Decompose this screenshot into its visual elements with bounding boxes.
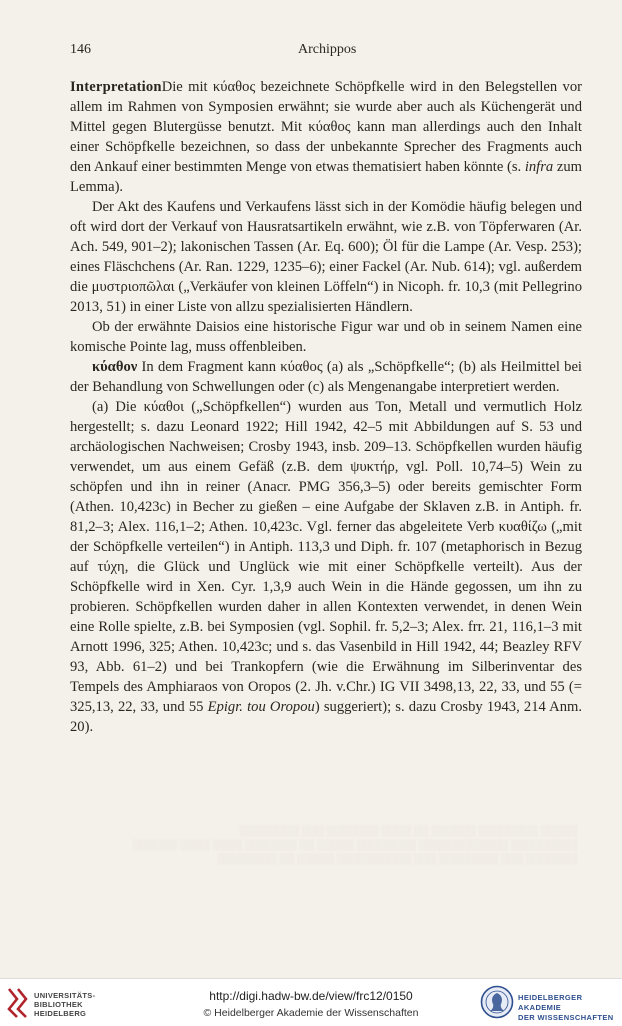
viewer-footer <box>0 978 622 1026</box>
paragraph-a-italic: Epigr. tou Oropou <box>207 699 315 715</box>
ub-line-2: BIBLIOTHEK <box>34 1000 83 1009</box>
ub-line-1: UNIVERSITÄTS- <box>34 991 96 1000</box>
page-number: 146 <box>70 42 91 57</box>
hadw-line-2: DER WISSENSCHAFTEN <box>518 1013 614 1022</box>
paragraph-interpretation-text: Die mit κύαθος bezeichnete Schöpfkelle wird in den Belegstellen vor allem im Rahmen von Symposien erwähnt; sie wurde aber auch als Küchengerät und Mittel gegen Blutergüsse benutzt. Mit κύαθος kann man allerdings auch den Inhalt einer Schöpfkelle bezeichnen, so dass der unbekannte Sprecher des Fragments auch den Ankauf einer bestimmten Menge von etwas thematisiert haben könnte (s. infra zum Lemma). <box>70 79 583 195</box>
running-head <box>70 42 582 62</box>
hadw-text <box>518 993 622 1023</box>
running-title: Archippos <box>298 42 357 57</box>
paragraph-a-text: (a) Die κύαθοι („Schöpfkellen“) wurden aus Ton, Metall und vermutlich Holz hergestellt; s. dazu Leonard 1922; Hill 1942, 42–5 mit Abbildungen auf S. 53 und archäologischen Nachweisen; Crosby 1943, insb. 209–13. Schöpfkellen wurden häufig verwendet, um aus einem Gefäß (z.B. dem ψυκτήρ, vgl. Poll. 10,74–5) Wein zu schöpfen und ihn in reiner (Anacr. PMG 356,3–5) oder bereits gemischter Form (Athen. 10,423c) in Becher zu gießen – eine Aufgabe der Sklaven z.B. in Antiph. fr. 81,2–3; Alex. 116,1–2; Athen. 10,423c. Vgl. ferner das abgeleitete Verb κυαθίζω („mit der Schöpfkelle verteilen“) in Antiph. 113,3 und Diph. fr. 107 (metaphorisch in Bezug auf τύχη, die Glück und Unglück wie mit einer Schöpfkelle verteilt). Aus der Schöpfkelle wird in Xen. Cyr. 1,3,9 auch Wein in die Hände gegossen, um ihn zu probieren. Schöpfkellen wurden daher in allen Kontexten verwendet, in denen Wein eine Rolle spielte, z.B. bei Symposien (vgl. Sophil. fr. 5,2–3; Alex. frr. 21, 116,1–3 mit Arnott 1996, 325; Athen. 10,423c; und s. das Vasenbild in Hill 1942, 44; Beazley RFV 93, Abb. 61–2) und bei Trankopfern (wie die Erwähnung im Silberinventar des Tempels des Amphiaraos von Oropos (2. Jh. v.Chr.) IG VII 3498,13, 22, 33, und 55 (= 325,13, 22, 33, und 55 <box>70 399 582 715</box>
hadw-line-1: HEIDELBERGER AKADEMIE <box>518 993 583 1012</box>
paragraph-lemma <box>70 357 582 397</box>
body-text <box>70 77 582 737</box>
section-heading-interpretation: Interpretation <box>70 79 162 95</box>
hadw-logo[interactable] <box>478 984 622 1022</box>
lemma-kyathon: κύαθον <box>92 359 138 375</box>
paragraph-kaufen: Der Akt des Kaufens und Verkaufens lässt sich in der Komödie häufig belegen und oft wird dort der Verkauf von Hausratsartikeln erwähnt, wie z.B. von Töpferwaren (Ar. Ach. 549, 901–2); lakonischen Tassen (Ar. Eq. 600); Öl für die Lampe (Ar. Vesp. 253); eines Fläschchens (Ar. Ran. 1229, 1235–6); einer Fackel (Ar. Nub. 614); vgl. außerdem die μυστριοπῶλαι („Verkäufer von kleinen Löffeln“) in Nicoph. fr. 10,3 (mit Pellegrino 2013, 51) in einer Liste von allzu spezialisierten Händlern. <box>70 199 582 315</box>
hadw-seal-icon <box>480 985 514 1019</box>
paragraph-lemma-text: In dem Fragment kann κύαθος (a) als „Schöpfkelle“; (b) als Heilmittel bei der Behandlung von Schwellungen oder (c) als Mengenangabe interpretiert werden. <box>70 359 582 395</box>
ub-line-3: HEIDELBERG <box>34 1009 87 1018</box>
paragraph-a-end: ) suggeriert); s. dazu Crosby 1943, 214 Anm. 20). <box>70 699 582 735</box>
copyright-notice: © Heidelberger Akademie der Wissenschaften <box>203 1007 419 1019</box>
paragraph-interpretation <box>70 77 582 197</box>
permalink-url[interactable]: http://digi.hadw-bw.de/view/frc12/0150 <box>209 989 413 1003</box>
paragraph-daisios: Ob der erwähnte Daisios eine historische Figur war und ob in seinem Namen eine komische Pointe lag, muss offenbleiben. <box>70 319 582 355</box>
show-through-text: ░░░░░ ░░░░░░░░ ░░░░░░ ░░ ░░░░ ░░░░░░░ ░░░ ░░░░░░░░ ░░░░░░░░░ ░░░░░░░░░░░░ ░░░░░░░░ ░░░░░ ░░ ░░░░░░░ ░░░░ ░░░░ ░░░░░░ ░░░░░░░ ░░░ ░░░░░░░░ ░░░ ░░░░░░░░░░ ░░░░░ ░░ ░░░░░░░░ <box>132 826 578 865</box>
paragraph-a <box>70 397 582 737</box>
